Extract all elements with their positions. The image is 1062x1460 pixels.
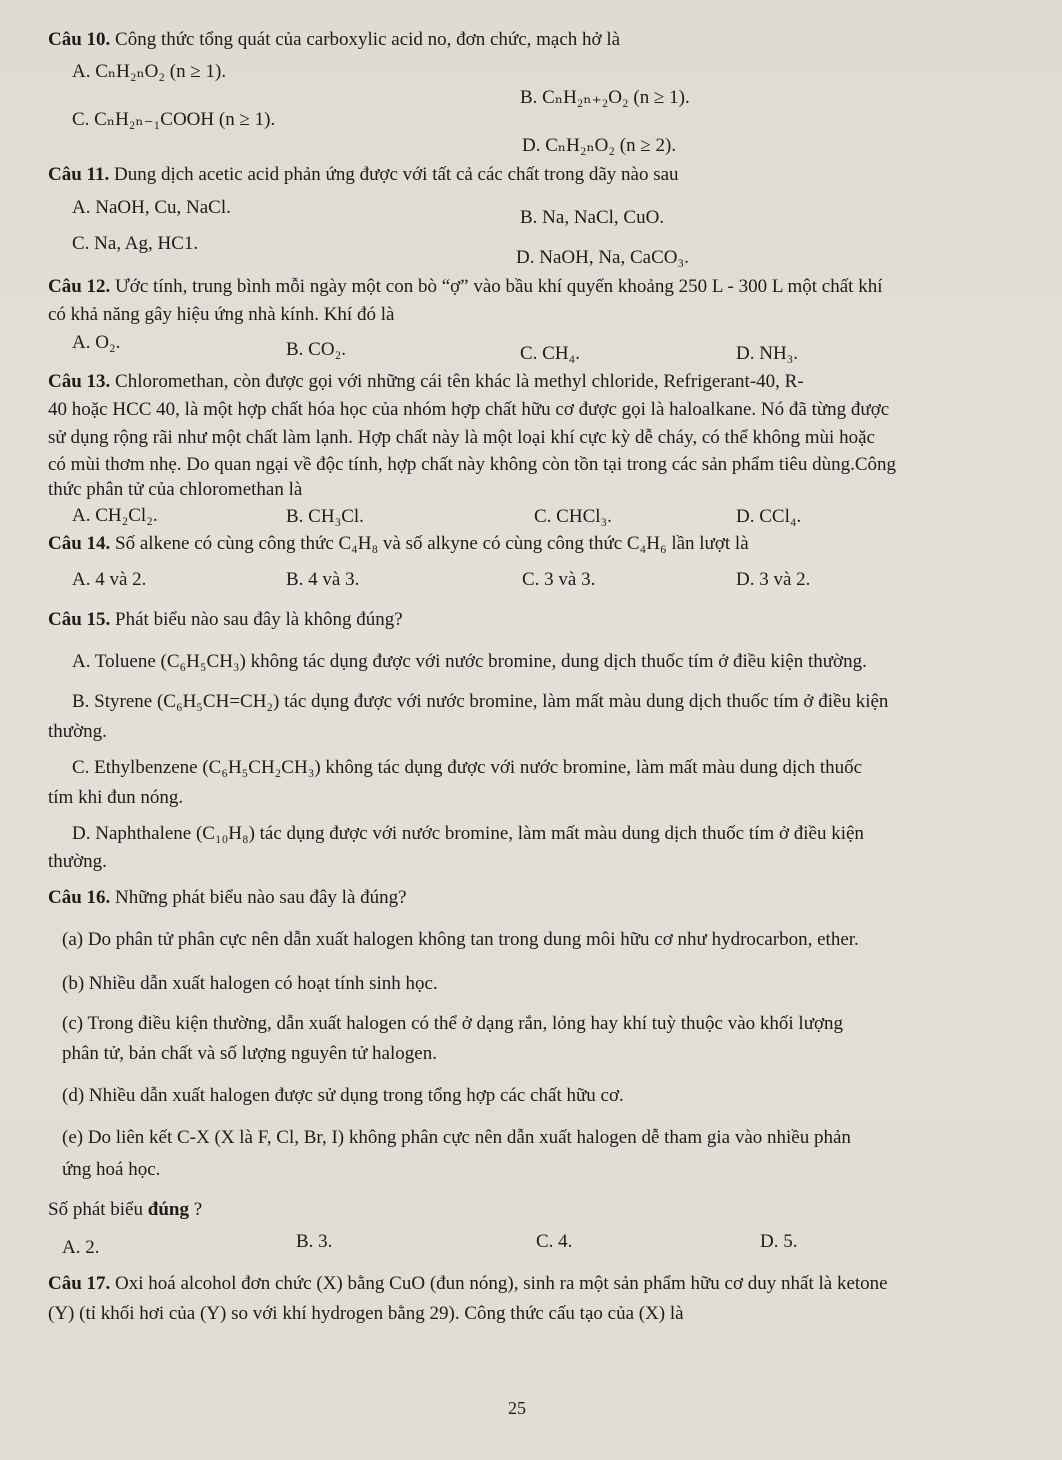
question-12-line2: có khả năng gây hiệu ứng nhà kính. Khí đó là [48, 304, 395, 325]
question-text: Công thức tổng quát của carboxylic acid no, đơn chức, mạch hở là [110, 29, 621, 50]
q11-option-d: D. NaOH, Na, CaCO₃. [516, 247, 689, 268]
question-label: Câu 11. [48, 164, 110, 185]
question-text: Ước tính, trung bình mỗi ngày một con bò “ợ” vào bầu khí quyển khoảng 250 L - 300 L một chất khí [110, 276, 883, 297]
q15-option-a: A. Toluene (C₆H₅CH₃) không tác dụng được với nước bromine, dung dịch thuốc tím ở điều kiện thường. [72, 651, 867, 672]
q16-ask-bold: đúng [147, 1199, 189, 1220]
q11-option-a: A. NaOH, Cu, NaCl. [72, 197, 231, 218]
question-10 [48, 28, 620, 52]
q16-statement-c-line2: phân tử, bản chất và số lượng nguyên tử halogen. [62, 1043, 437, 1064]
question-13-line3: sử dụng rộng rãi như một chất làm lạnh. Hợp chất này là một loại khí cực kỳ dễ cháy, có thể không mùi hoặc [48, 427, 875, 448]
question-13-line2: 40 hoặc HCC 40, là một hợp chất hóa học của nhóm hợp chất hữu cơ được gọi là haloalkane. Nó đã từng được [48, 399, 890, 420]
question-label: Câu 14. [48, 533, 111, 554]
q10-option-d: D. CₙH₂ₙO₂ (n ≥ 2). [522, 135, 677, 156]
q16-statement-c-line1: (c) Trong điều kiện thường, dẫn xuất halogen có thể ở dạng rắn, lỏng hay khí tuỳ thuộc vào khối lượng [62, 1013, 844, 1034]
question-13 [48, 370, 804, 394]
q16-statement-a: (a) Do phân tử phân cực nên dẫn xuất halogen không tan trong dung môi hữu cơ như hydrocarbon, ether. [62, 929, 859, 950]
question-text: Oxi hoá alcohol đơn chức (X) bằng CuO (đun nóng), sinh ra một sản phẩm hữu cơ duy nhất là ketone [110, 1273, 888, 1294]
question-label: Câu 17. [48, 1273, 111, 1294]
question-text: Những phát biểu nào sau đây là đúng? [110, 887, 407, 908]
question-11 [48, 163, 679, 187]
question-13-line5: thức phân tử của chloromethan là [48, 479, 303, 500]
q16-statement-e-line2: ứng hoá học. [62, 1159, 161, 1180]
q16-option-a: A. 2. [62, 1237, 100, 1258]
q10-option-c: C. CₙH₂ₙ₋₁COOH (n ≥ 1). [72, 109, 276, 130]
question-16 [48, 886, 407, 910]
q12-option-d: D. NH₃. [736, 343, 799, 364]
question-label: Câu 13. [48, 371, 111, 392]
question-15 [48, 608, 403, 632]
question-13-line4: có mùi thơm nhẹ. Do quan ngại về độc tính, hợp chất này không còn tồn tại trong các sản phẩm tiêu dùng.Công [48, 454, 897, 475]
q16-option-c: C. 4. [536, 1231, 573, 1252]
q13-option-d: D. CCl₄. [736, 506, 802, 527]
q15-option-c-line2: tím khi đun nóng. [48, 787, 184, 808]
q16-option-b: B. 3. [296, 1231, 333, 1252]
q14-option-d: D. 3 và 2. [736, 569, 811, 590]
q10-option-a: A. CₙH₂ₙO₂ (n ≥ 1). [72, 61, 227, 82]
q14-option-a: A. 4 và 2. [72, 569, 147, 590]
page-number: 25 [508, 1398, 526, 1418]
question-text: Dung dịch acetic acid phản ứng được với tất cả các chất trong dãy nào sau [109, 164, 679, 185]
question-17 [48, 1272, 888, 1296]
q13-option-b: B. CH₃Cl. [286, 506, 364, 527]
q16-ask-post: ? [188, 1199, 203, 1220]
q12-option-b: B. CO₂. [286, 339, 346, 360]
q16-statement-b: (b) Nhiều dẫn xuất halogen có hoạt tính sinh học. [62, 973, 438, 994]
question-label: Câu 15. [48, 609, 111, 630]
question-text: Chloromethan, còn được gọi với những cái tên khác là methyl chloride, Refrigerant-40, R- [110, 371, 804, 392]
q16-ask-pre: Số phát biểu [48, 1199, 148, 1220]
q12-option-c: C. CH₄. [520, 343, 580, 364]
q15-option-b-line1: B. Styrene (C₆H₅CH=CH₂) tác dụng được với nước bromine, làm mất màu dung dịch thuốc tím ở điều kiện [72, 691, 889, 712]
q13-option-c: C. CHCl₃. [534, 506, 612, 527]
q16-statement-d: (d) Nhiều dẫn xuất halogen được sử dụng trong tổng hợp các chất hữu cơ. [62, 1085, 624, 1106]
question-text: Số alkene có cùng công thức C₄H₈ và số alkyne có cùng công thức C₄H₆ lần lượt là [110, 533, 749, 554]
q11-option-c: C. Na, Ag, HC1. [72, 233, 199, 254]
question-17-line2: (Y) (tỉ khối hơi của (Y) so với khí hydrogen bằng 29). Công thức cấu tạo của (X) là [48, 1303, 684, 1324]
q16-ask [48, 1198, 202, 1222]
question-label: Câu 10. [48, 29, 111, 50]
q15-option-d-line2: thường. [48, 851, 107, 872]
q15-option-c-line1: C. Ethylbenzene (C₆H₅CH₂CH₃) không tác dụng được với nước bromine, làm mất màu dung dịch thuốc [72, 757, 863, 778]
question-text: Phát biểu nào sau đây là không đúng? [110, 609, 403, 630]
question-label: Câu 12. [48, 276, 111, 297]
q15-option-d-line1: D. Naphthalene (C₁₀H₈) tác dụng được với nước bromine, làm mất màu dung dịch thuốc tím ở điều kiện [72, 823, 864, 844]
q16-statement-e-line1: (e) Do liên kết C-X (X là F, Cl, Br, I) không phân cực nên dẫn xuất halogen dễ tham gia vào nhiều phản [62, 1127, 851, 1148]
question-14 [48, 532, 749, 556]
question-label: Câu 16. [48, 887, 111, 908]
q12-option-a: A. O₂. [72, 332, 121, 353]
q11-option-b: B. Na, NaCl, CuO. [520, 207, 665, 228]
q15-option-b-line2: thường. [48, 721, 107, 742]
q16-option-d: D. 5. [760, 1231, 798, 1252]
q10-option-b: B. CₙH₂ₙ₊₂O₂ (n ≥ 1). [520, 87, 690, 108]
q14-option-b: B. 4 và 3. [286, 569, 360, 590]
q14-option-c: C. 3 và 3. [522, 569, 596, 590]
q13-option-a: A. CH₂Cl₂. [72, 505, 158, 526]
question-12 [48, 275, 882, 299]
